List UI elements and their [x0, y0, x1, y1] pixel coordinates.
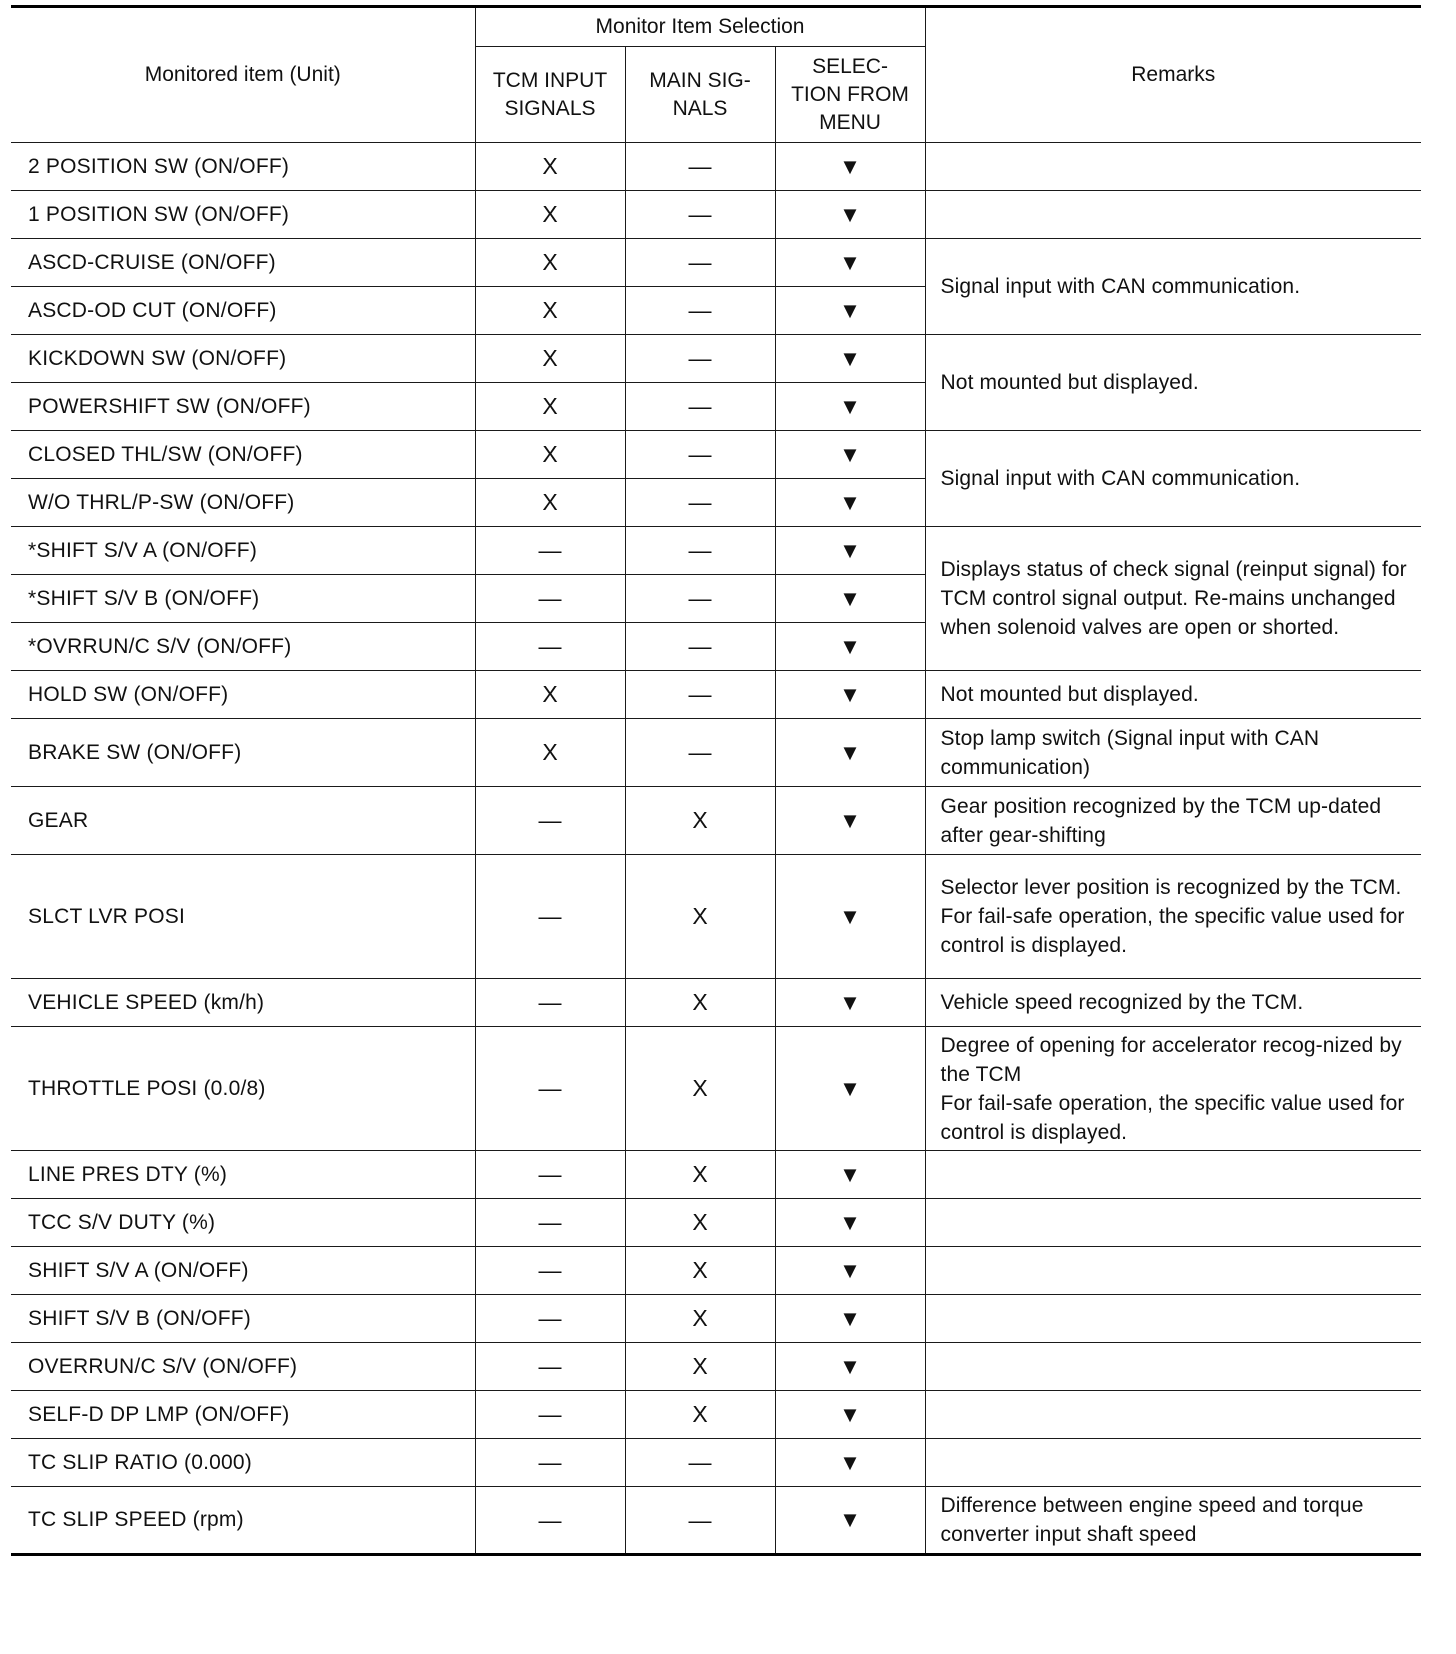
table-row: [11, 855, 1421, 979]
table-row: [11, 1439, 1421, 1487]
header-selection-from-menu: SELEC- TION FROM MENU: [775, 47, 925, 143]
item-name: *SHIFT S/V B (ON/OFF): [11, 575, 475, 623]
selection-triangle-icon: ▼: [775, 479, 925, 527]
remark-cell: Signal input with CAN communication.: [925, 431, 1421, 527]
main-signal-mark: X: [625, 1295, 775, 1343]
item-name: THROTTLE POSI (0.0/8): [11, 1027, 475, 1151]
selection-triangle-icon: ▼: [775, 1487, 925, 1555]
selection-triangle-icon: ▼: [775, 1439, 925, 1487]
item-name: 2 POSITION SW (ON/OFF): [11, 143, 475, 191]
table-row: [11, 1247, 1421, 1295]
table-row: [11, 787, 1421, 855]
selection-triangle-icon: ▼: [775, 623, 925, 671]
main-signal-mark: —: [625, 479, 775, 527]
main-signal-mark: X: [625, 1343, 775, 1391]
remark-cell: [925, 1439, 1421, 1487]
main-signal-mark: X: [625, 855, 775, 979]
main-signal-mark: X: [625, 1391, 775, 1439]
tcm-input-mark: X: [475, 143, 625, 191]
main-signal-mark: —: [625, 191, 775, 239]
table-row: [11, 431, 1421, 479]
item-name: SLCT LVR POSI: [11, 855, 475, 979]
main-signal-mark: —: [625, 623, 775, 671]
main-signal-mark: —: [625, 287, 775, 335]
main-signal-mark: —: [625, 719, 775, 787]
item-name: *OVRRUN/C S/V (ON/OFF): [11, 623, 475, 671]
item-name: HOLD SW (ON/OFF): [11, 671, 475, 719]
selection-triangle-icon: ▼: [775, 431, 925, 479]
remark-cell: Vehicle speed recognized by the TCM.: [925, 979, 1421, 1027]
item-name: POWERSHIFT SW (ON/OFF): [11, 383, 475, 431]
remark-cell: [925, 143, 1421, 191]
selection-triangle-icon: ▼: [775, 1343, 925, 1391]
tcm-input-mark: X: [475, 239, 625, 287]
remark-cell: Gear position recognized by the TCM up-dated after gear-shifting: [925, 787, 1421, 855]
selection-triangle-icon: ▼: [775, 143, 925, 191]
selection-triangle-icon: ▼: [775, 287, 925, 335]
table-row: [11, 1199, 1421, 1247]
item-name: TC SLIP SPEED (rpm): [11, 1487, 475, 1555]
item-name: SHIFT S/V A (ON/OFF): [11, 1247, 475, 1295]
selection-triangle-icon: ▼: [775, 527, 925, 575]
main-signal-mark: X: [625, 1027, 775, 1151]
item-name: *SHIFT S/V A (ON/OFF): [11, 527, 475, 575]
main-signal-mark: —: [625, 431, 775, 479]
tcm-input-mark: —: [475, 855, 625, 979]
monitor-item-table: [11, 5, 1421, 1556]
main-signal-mark: —: [625, 239, 775, 287]
table-row: [11, 1391, 1421, 1439]
tcm-input-mark: X: [475, 431, 625, 479]
main-signal-mark: —: [625, 1487, 775, 1555]
remark-cell: Not mounted but displayed.: [925, 335, 1421, 431]
tcm-input-mark: —: [475, 1343, 625, 1391]
table-row: [11, 1151, 1421, 1199]
main-signal-mark: X: [625, 1247, 775, 1295]
item-name: TCC S/V DUTY (%): [11, 1199, 475, 1247]
selection-triangle-icon: ▼: [775, 1199, 925, 1247]
main-signal-mark: X: [625, 787, 775, 855]
remark-cell: [925, 1343, 1421, 1391]
remark-cell: [925, 1151, 1421, 1199]
table-row: [11, 239, 1421, 287]
header-monitored-item: Monitored item (Unit): [11, 7, 475, 143]
item-name: 1 POSITION SW (ON/OFF): [11, 191, 475, 239]
item-name: KICKDOWN SW (ON/OFF): [11, 335, 475, 383]
selection-triangle-icon: ▼: [775, 719, 925, 787]
remark-cell: [925, 1199, 1421, 1247]
item-name: BRAKE SW (ON/OFF): [11, 719, 475, 787]
tcm-input-mark: X: [475, 383, 625, 431]
selection-triangle-icon: ▼: [775, 1027, 925, 1151]
header-monitor-item-selection: Monitor Item Selection: [475, 7, 925, 47]
table-row: [11, 335, 1421, 383]
main-signal-mark: —: [625, 575, 775, 623]
tcm-input-mark: —: [475, 1295, 625, 1343]
item-name: ASCD-CRUISE (ON/OFF): [11, 239, 475, 287]
item-name: TC SLIP RATIO (0.000): [11, 1439, 475, 1487]
tcm-input-mark: —: [475, 1439, 625, 1487]
tcm-input-mark: —: [475, 787, 625, 855]
remark-cell: [925, 1295, 1421, 1343]
table-row: [11, 191, 1421, 239]
main-signal-mark: —: [625, 335, 775, 383]
selection-triangle-icon: ▼: [775, 855, 925, 979]
tcm-input-mark: X: [475, 191, 625, 239]
item-name: W/O THRL/P-SW (ON/OFF): [11, 479, 475, 527]
tcm-input-mark: —: [475, 527, 625, 575]
main-signal-mark: X: [625, 1151, 775, 1199]
table-row: [11, 143, 1421, 191]
selection-triangle-icon: ▼: [775, 671, 925, 719]
remark-cell: [925, 1247, 1421, 1295]
table-row: [11, 719, 1421, 787]
item-name: SHIFT S/V B (ON/OFF): [11, 1295, 475, 1343]
selection-triangle-icon: ▼: [775, 1247, 925, 1295]
selection-triangle-icon: ▼: [775, 191, 925, 239]
tcm-input-mark: —: [475, 1151, 625, 1199]
tcm-input-mark: X: [475, 479, 625, 527]
remark-cell: Displays status of check signal (reinput signal) for TCM control signal output. Re-mains unchanged when solenoid valves are open or shorted.: [925, 527, 1421, 671]
header-remarks: Remarks: [925, 7, 1421, 143]
tcm-input-mark: —: [475, 1487, 625, 1555]
item-name: OVERRUN/C S/V (ON/OFF): [11, 1343, 475, 1391]
main-signal-mark: —: [625, 671, 775, 719]
table-row: [11, 1295, 1421, 1343]
main-signal-mark: X: [625, 1199, 775, 1247]
table-row: [11, 527, 1421, 575]
remark-cell: Difference between engine speed and torque converter input shaft speed: [925, 1487, 1421, 1555]
tcm-input-mark: —: [475, 1027, 625, 1151]
item-name: VEHICLE SPEED (km/h): [11, 979, 475, 1027]
main-signal-mark: —: [625, 527, 775, 575]
header-main-signals: MAIN SIG- NALS: [625, 47, 775, 143]
main-signal-mark: —: [625, 383, 775, 431]
tcm-input-mark: X: [475, 719, 625, 787]
remark-cell: Signal input with CAN communication.: [925, 239, 1421, 335]
item-name: LINE PRES DTY (%): [11, 1151, 475, 1199]
tcm-input-mark: —: [475, 1247, 625, 1295]
table-row: [11, 1487, 1421, 1555]
selection-triangle-icon: ▼: [775, 787, 925, 855]
item-name: GEAR: [11, 787, 475, 855]
remark-cell: Selector lever position is recognized by the TCM. For fail-safe operation, the specific value used for control is displayed.: [925, 855, 1421, 979]
remark-cell: [925, 1391, 1421, 1439]
table-row: [11, 671, 1421, 719]
selection-triangle-icon: ▼: [775, 1295, 925, 1343]
remark-cell: Not mounted but displayed.: [925, 671, 1421, 719]
remark-cell: Stop lamp switch (Signal input with CAN communication): [925, 719, 1421, 787]
selection-triangle-icon: ▼: [775, 1391, 925, 1439]
tcm-input-mark: —: [475, 1391, 625, 1439]
remark-cell: [925, 191, 1421, 239]
main-signal-mark: X: [625, 979, 775, 1027]
tcm-input-mark: —: [475, 979, 625, 1027]
item-name: SELF-D DP LMP (ON/OFF): [11, 1391, 475, 1439]
table-row: [11, 979, 1421, 1027]
selection-triangle-icon: ▼: [775, 239, 925, 287]
main-signal-mark: —: [625, 1439, 775, 1487]
table-row: [11, 1343, 1421, 1391]
selection-triangle-icon: ▼: [775, 335, 925, 383]
selection-triangle-icon: ▼: [775, 383, 925, 431]
header-tcm-input-signals: TCM INPUT SIGNALS: [475, 47, 625, 143]
item-name: CLOSED THL/SW (ON/OFF): [11, 431, 475, 479]
selection-triangle-icon: ▼: [775, 979, 925, 1027]
item-name: ASCD-OD CUT (ON/OFF): [11, 287, 475, 335]
main-signal-mark: —: [625, 143, 775, 191]
selection-triangle-icon: ▼: [775, 575, 925, 623]
tcm-input-mark: X: [475, 671, 625, 719]
selection-triangle-icon: ▼: [775, 1151, 925, 1199]
tcm-input-mark: —: [475, 623, 625, 671]
remark-cell: Degree of opening for accelerator recog-nized by the TCM For fail-safe operation, the specific value used for control is displayed.: [925, 1027, 1421, 1151]
tcm-input-mark: —: [475, 575, 625, 623]
tcm-input-mark: X: [475, 335, 625, 383]
tcm-input-mark: —: [475, 1199, 625, 1247]
tcm-input-mark: X: [475, 287, 625, 335]
table-row: [11, 1027, 1421, 1151]
